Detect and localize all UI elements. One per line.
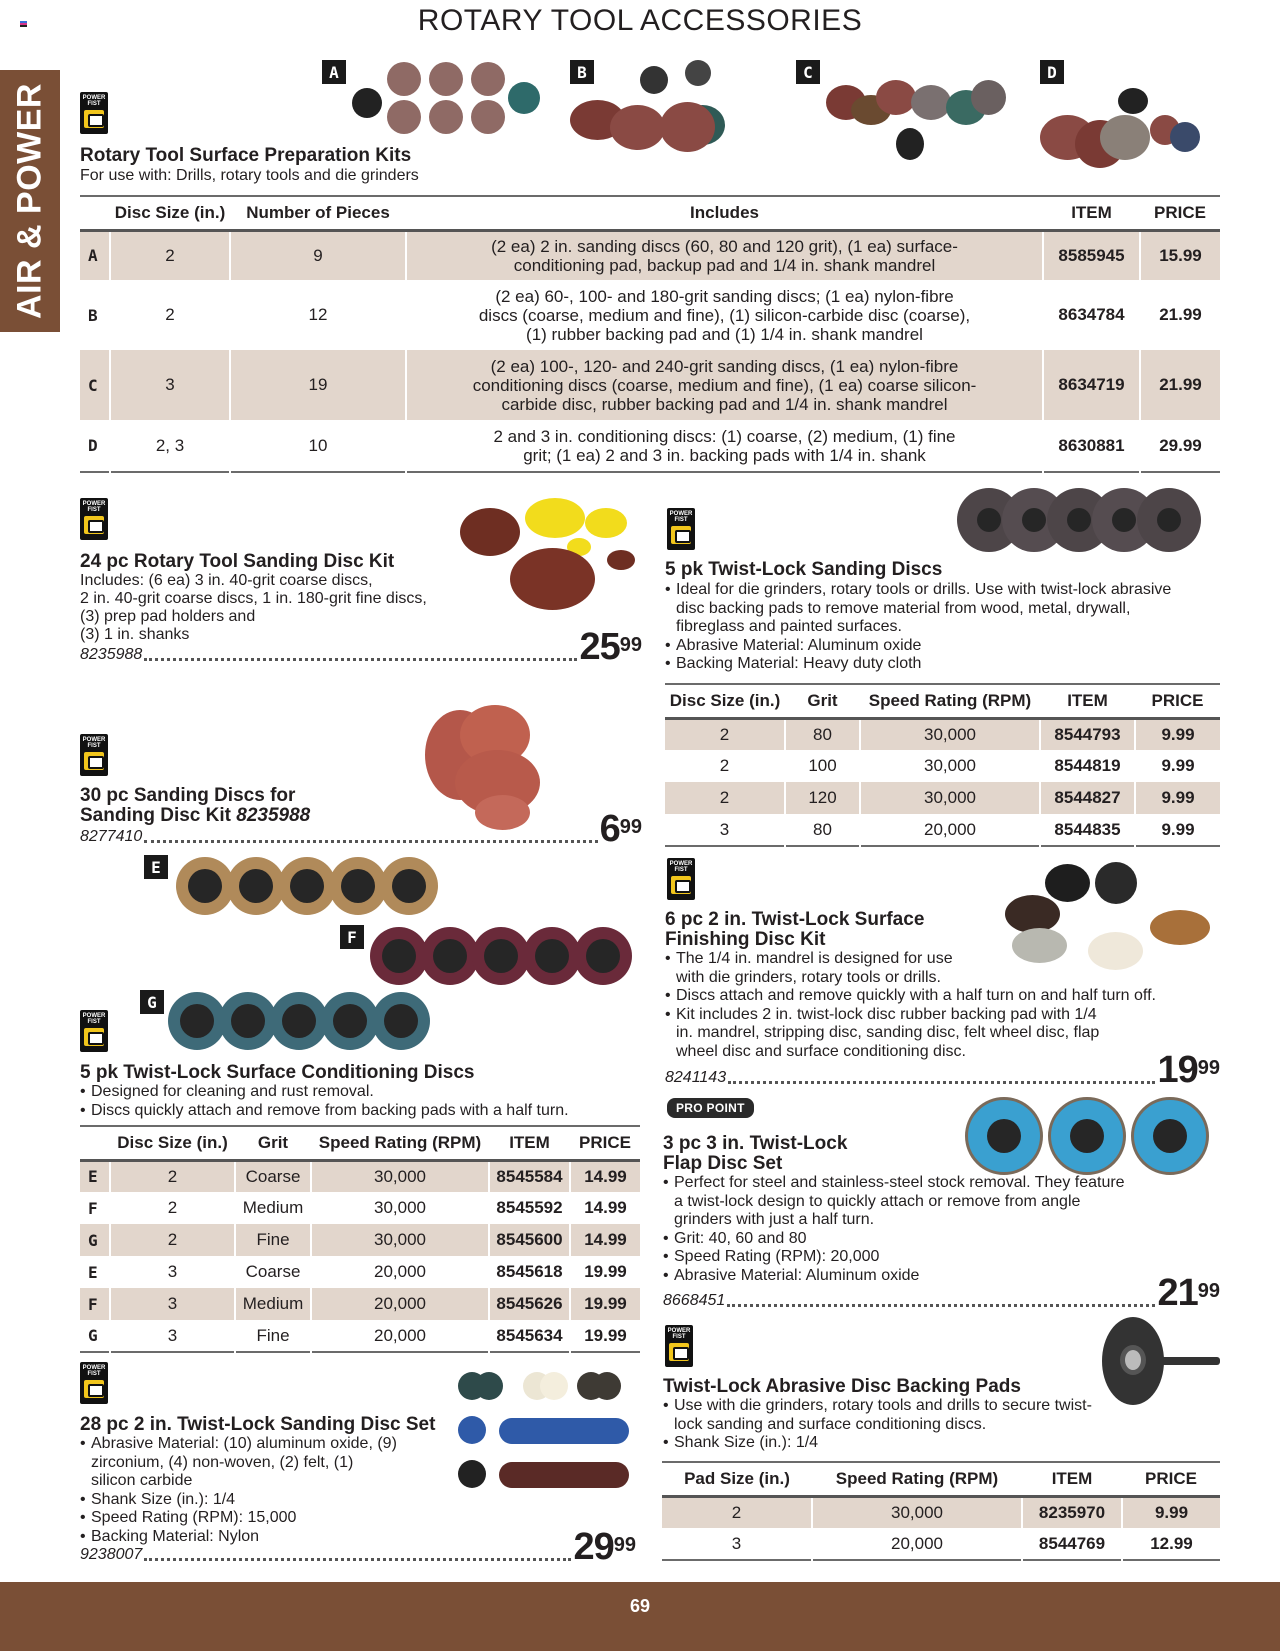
product-title: 5 pk Twist-Lock Sanding Discs (665, 559, 943, 580)
fist-icon (84, 110, 104, 128)
table-header: Disc Size (in.) Grit Speed Rating (RPM) ITEM PRICE (80, 1126, 640, 1160)
fist-icon (84, 752, 104, 770)
product-title: Rotary Tool Surface Preparation Kits (80, 145, 412, 166)
product-description: Includes: (6 ea) 3 in. 40-grit coarse discs, 2 in. 40-grit coarse discs, 1 in. 180-grit fine discs, (3) prep pad holders and (3) 1 in. shanks (80, 572, 427, 643)
product-title: 24 pc Rotary Tool Sanding Disc Kit (80, 551, 395, 572)
fist-icon (671, 526, 691, 544)
price: $25^{99}$ (579, 626, 642, 668)
product-title: 5 pk Twist-Lock Surface Conditioning Discs (80, 1062, 475, 1083)
sku-price-line (80, 1526, 636, 1568)
power-fist-logo: POWER FIST (80, 1362, 108, 1404)
power-fist-logo: POWER FIST (80, 1010, 108, 1052)
fist-icon (671, 876, 691, 894)
price: $6^{99}$ (599, 808, 642, 850)
sku-price-line (80, 808, 642, 850)
product-image-kit-b (570, 60, 780, 170)
leader-dots (144, 658, 577, 661)
price: $21^{99}$ (1157, 1272, 1220, 1314)
sku: 8241143 (665, 1069, 727, 1086)
table-row: 2 30,000 8235970 9.99 (662, 1496, 1220, 1528)
image-tag-a: A (322, 60, 346, 84)
section-tab (0, 70, 60, 332)
product-title: 30 pc Sanding Discs for Sanding Disc Kit 8235988 (80, 785, 311, 826)
product-image-sanding-kit-24 (455, 480, 645, 600)
table-row: A 2 9 (2 ea) 2 in. sanding discs (60, 80 and 120 grit), (1 ea) surface- conditioning pad, backup pad and 1/4 in. shank mandrel 8585945 15.99 (80, 230, 1220, 280)
table-row: 3 80 20,000 8544835 9.99 (665, 814, 1220, 846)
surface-prep-kits-table (80, 195, 1220, 473)
feature-list: • The 1/4 in. mandrel is designed for use with die grinders, rotary tools or drills. • Discs attach and remove quickly with a half turn on and half turn off. • Kit includes 2 in. twist-lock disc rubber backing pad with 1/4 in. mandrel, stripping disc, sanding disc, felt wheel disc, flap wheel disc and surface conditioning disc. (665, 950, 1220, 1061)
page-footer (0, 1582, 1280, 1651)
product-image-conditioning-g (140, 990, 450, 1054)
table-row: 2 80 30,000 8544793 9.99 (665, 718, 1220, 750)
leader-dots (144, 1558, 571, 1561)
table-row: E 3 Coarse 20,000 8545618 19.99 (80, 1256, 640, 1288)
product-title: 3 pc 3 in. Twist-Lock Flap Disc Set (663, 1133, 848, 1174)
product-title: 28 pc 2 in. Twist-Lock Sanding Disc Set (80, 1414, 436, 1435)
product-image-conditioning-e (144, 855, 454, 919)
fist-icon (669, 1343, 689, 1361)
leader-dots (727, 1304, 1155, 1307)
product-image-sanding-discs-30 (420, 700, 560, 830)
pro-point-logo: PRO POINT (667, 1098, 754, 1118)
image-tag-c: C (796, 60, 820, 84)
table-row: G 3 Fine 20,000 8545634 19.99 (80, 1320, 640, 1352)
section-tab-label: AIR & POWER (10, 83, 49, 319)
table-header: Pad Size (in.) Speed Rating (RPM) ITEM PRICE (662, 1462, 1220, 1496)
page-number: 69 (629, 1596, 651, 1616)
table-row: D 2, 3 10 2 and 3 in. conditioning discs: (1) coarse, (2) medium, (1) fine grit; (1 ea) 2 and 3 in. backing pads with 1/4 in. shank 8630881 29.99 (80, 420, 1220, 472)
image-tag-g: G (140, 990, 164, 1014)
price: $29^{99}$ (573, 1526, 636, 1568)
product-title: 6 pc 2 in. Twist-Lock Surface Finishing Disc Kit (665, 909, 925, 950)
table-row: 3 20,000 8544769 12.99 (662, 1528, 1220, 1560)
product-subtitle: For use with: Drills, rotary tools and die grinders (80, 167, 419, 184)
product-image-kit-c (796, 60, 1016, 170)
power-fist-logo: POWER FIST (80, 92, 108, 134)
product-image-kit-d (1040, 60, 1220, 170)
table-header: Disc Size (in.) Grit Speed Rating (RPM) ITEM PRICE (665, 684, 1220, 718)
power-fist-logo: POWER FIST (667, 508, 695, 550)
product-image-backing-pad (1100, 1315, 1220, 1410)
table-row: B 2 12 (2 ea) 60-, 100- and 180-grit sanding discs; (1 ea) nylon-fibre discs (coarse, medium and fine), (1) silicon-carbide disc (coarse), (1) rubber backing pad and (1) 1/4 in. shank mandrel 8634784 21.99 (80, 280, 1220, 350)
page-title: ROTARY TOOL ACCESSORIES (417, 4, 863, 37)
power-fist-logo: POWER FIST (665, 1325, 693, 1367)
fist-icon (84, 516, 104, 534)
sku: 8235988 (80, 646, 143, 663)
sku-price-line (80, 626, 642, 668)
surface-conditioning-table (80, 1125, 640, 1353)
feature-list: • Abrasive Material: (10) aluminum oxide, (9) zirconium, (4) non-woven, (2) felt, (1) silicon carbide • Shank Size (in.): 1/4 • Speed Rating (RPM): 15,000 • Backing Material: Nylon (80, 1435, 400, 1546)
backing-pads-table (662, 1461, 1220, 1561)
product-image-flap-disc-set (963, 1095, 1213, 1175)
feature-list: • Use with die grinders, rotary tools and drills to secure twist-lock sanding and surface conditioning discs. • Shank Size (in.): 1/4 (663, 1397, 1103, 1453)
table-row: F 2 Medium 30,000 8545592 14.99 (80, 1192, 640, 1224)
product-image-sanding-set-28 (455, 1370, 635, 1495)
fist-icon (84, 1380, 104, 1398)
table-row: E 2 Coarse 30,000 8545584 14.99 (80, 1160, 640, 1192)
sku: 8277410 (80, 828, 143, 845)
sku: 8668451 (663, 1292, 726, 1309)
image-tag-e: E (144, 855, 168, 879)
fist-icon (84, 1028, 104, 1046)
image-tag-b: B (570, 60, 594, 84)
power-fist-logo: POWER FIST (80, 498, 108, 540)
leader-dots (728, 1081, 1155, 1084)
image-tag-f: F (340, 925, 364, 949)
sku-price-line (663, 1272, 1220, 1314)
table-row: 2 120 30,000 8544827 9.99 (665, 782, 1220, 814)
table-row: F 3 Medium 20,000 8545626 19.99 (80, 1288, 640, 1320)
sku-price-line (665, 1049, 1220, 1091)
table-row: 2 100 30,000 8544819 9.99 (665, 750, 1220, 782)
feature-list: • Perfect for steel and stainless-steel stock removal. They feature a twist-lock design to quickly attach or remove from angle grinders with just a half turn. • Grit: 40, 60 and 80 • Speed Rating (RPM): 20,000 • Abrasive Material: Aluminum oxide (663, 1174, 1133, 1285)
feature-list: • Ideal for die grinders, rotary tools or drills. Use with twist-lock abrasive disc backing pads to remove material from wood, metal, drywall, fibreglass and painted surfaces. • Abrasive Material: Aluminum oxide • Backing Material: Heavy duty cloth (665, 581, 1185, 674)
table-header: Disc Size (in.) Number of Pieces Includes ITEM PRICE (80, 196, 1220, 230)
sku: 9238007 (80, 1546, 143, 1563)
leader-dots (144, 840, 597, 843)
product-image-conditioning-f (340, 925, 640, 989)
power-fist-logo: POWER FIST (667, 858, 695, 900)
image-tag-d: D (1040, 60, 1064, 84)
price: $19^{99}$ (1157, 1049, 1220, 1091)
power-fist-logo: POWER FIST (80, 734, 108, 776)
table-row: G 2 Fine 30,000 8545600 14.99 (80, 1224, 640, 1256)
product-title: Twist-Lock Abrasive Disc Backing Pads (663, 1376, 1021, 1397)
product-image-twist-lock-sanding (955, 486, 1210, 554)
twist-lock-sanding-table (665, 683, 1220, 847)
feature-list: • Designed for cleaning and rust removal. • Discs quickly attach and remove from backing pads with a half turn. (80, 1083, 650, 1120)
table-row: C 3 19 (2 ea) 100-, 120- and 240-grit sanding discs, (1 ea) nylon-fibre conditioning discs (coarse, medium and fine), (1 ea) coarse silicon- carbide disc, rubber backing pad and 1/4 in. shank mandrel 8634719 21.99 (80, 350, 1220, 420)
